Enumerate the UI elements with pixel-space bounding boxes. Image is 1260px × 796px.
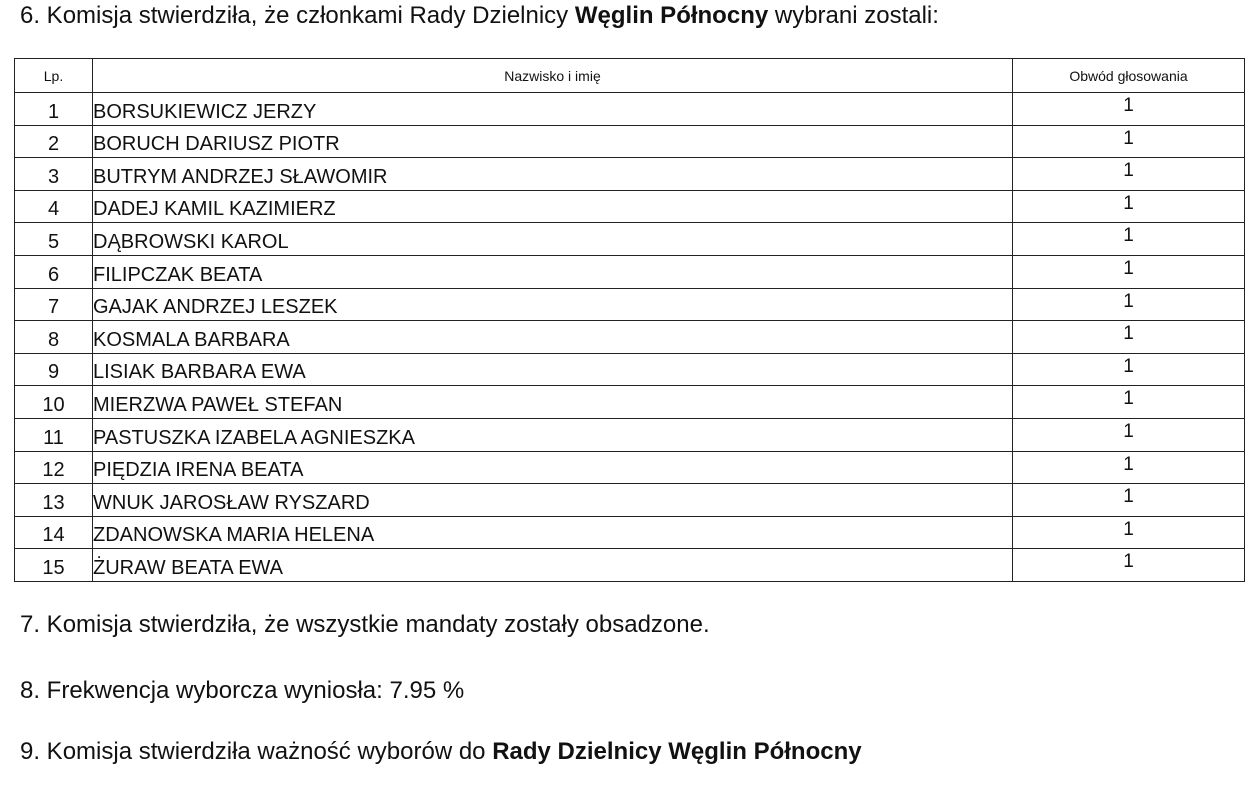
row-number-cell	[15, 321, 93, 354]
row-number: 14	[42, 524, 65, 547]
member-name-cell	[93, 125, 1013, 158]
row-number-cell	[15, 353, 93, 386]
header-lp: Lp.	[15, 59, 93, 93]
row-number: 4	[47, 198, 60, 221]
voting-district: 1	[1123, 355, 1134, 377]
member-name: WNUK JAROSŁAW RYSZARD	[93, 491, 370, 514]
table-row	[15, 125, 1245, 158]
point-8-text: 8. Frekwencja wyborcza wyniosła: 7.95 %	[20, 677, 465, 704]
table-header-row	[15, 59, 1245, 93]
voting-district: 1	[1123, 453, 1134, 475]
member-name: DADEJ KAMIL KAZIMIERZ	[93, 198, 336, 221]
member-name: BORUCH DARIUSZ PIOTR	[93, 133, 340, 156]
voting-district: 1	[1123, 95, 1134, 116]
voting-district-cell	[1013, 353, 1245, 386]
member-name: KOSMALA BARBARA	[93, 328, 290, 351]
row-number-cell	[15, 93, 93, 126]
voting-district-cell	[1013, 549, 1245, 582]
voting-district: 1	[1123, 127, 1134, 149]
row-number: 5	[47, 230, 60, 253]
member-name-cell	[93, 549, 1013, 582]
voting-district-cell	[1013, 288, 1245, 321]
table-row	[15, 93, 1245, 126]
row-number-cell	[15, 516, 93, 549]
point-7-paragraph	[20, 611, 710, 639]
table-body	[15, 93, 1245, 582]
row-number: 6	[47, 263, 60, 286]
voting-district-cell	[1013, 190, 1245, 223]
table-row	[15, 223, 1245, 256]
voting-district-cell	[1013, 484, 1245, 517]
member-name-cell	[93, 451, 1013, 484]
voting-district: 1	[1123, 551, 1134, 573]
voting-district: 1	[1123, 257, 1134, 279]
voting-district: 1	[1123, 290, 1134, 312]
row-number-cell	[15, 386, 93, 419]
row-number: 13	[42, 491, 65, 514]
voting-district: 1	[1123, 420, 1134, 442]
member-name: BORSUKIEWICZ JERZY	[93, 100, 317, 123]
row-number: 12	[42, 459, 65, 482]
member-name-cell	[93, 516, 1013, 549]
council-name-bold: Rady Dzielnicy Węglin Północny	[492, 738, 862, 765]
member-name-cell	[93, 223, 1013, 256]
row-number-cell	[15, 125, 93, 158]
voting-district-cell	[1013, 516, 1245, 549]
table-row	[15, 516, 1245, 549]
voting-district-cell	[1013, 418, 1245, 451]
voting-district: 1	[1123, 388, 1134, 410]
district-name-bold: Węglin Północny	[574, 2, 769, 29]
voting-district-cell	[1013, 321, 1245, 354]
table-row	[15, 353, 1245, 386]
voting-district: 1	[1123, 323, 1134, 345]
table-row	[15, 418, 1245, 451]
row-number-cell	[15, 451, 93, 484]
member-name-cell	[93, 93, 1013, 126]
voting-district: 1	[1123, 486, 1134, 508]
voting-district-cell	[1013, 158, 1245, 191]
member-name: ŻURAW BEATA EWA	[93, 556, 284, 579]
table-row	[15, 549, 1245, 582]
voting-district-cell	[1013, 223, 1245, 256]
row-number-cell	[15, 223, 93, 256]
row-number-cell	[15, 288, 93, 321]
row-number-cell	[15, 418, 93, 451]
member-name-cell	[93, 190, 1013, 223]
member-name: PIĘDZIA IRENA BEATA	[93, 459, 304, 482]
row-number-cell	[15, 158, 93, 191]
header-district: Obwód głosowania	[1013, 59, 1245, 93]
voting-district-cell	[1013, 451, 1245, 484]
member-name: PASTUSZKA IZABELA AGNIESZKA	[93, 426, 415, 449]
point-9-paragraph	[20, 738, 862, 766]
table-row	[15, 255, 1245, 288]
table-row	[15, 451, 1245, 484]
row-number: 10	[42, 393, 65, 416]
row-number-cell	[15, 190, 93, 223]
member-name-cell	[93, 353, 1013, 386]
member-name: MIERZWA PAWEŁ STEFAN	[93, 393, 343, 416]
row-number-cell	[15, 549, 93, 582]
table-row	[15, 190, 1245, 223]
table-row	[15, 484, 1245, 517]
voting-district: 1	[1123, 160, 1134, 182]
point-9-text: 9. Komisja stwierdziła ważność wyborów do	[20, 738, 493, 765]
row-number: 7	[47, 296, 60, 319]
row-number: 11	[43, 426, 64, 449]
row-number: 15	[42, 556, 65, 579]
row-number: 1	[47, 100, 60, 123]
member-name: GAJAK ANDRZEJ LESZEK	[93, 296, 338, 319]
header-name: Nazwisko i imię	[93, 59, 1013, 93]
table-row	[15, 288, 1245, 321]
row-number: 3	[47, 165, 60, 188]
voting-district-cell	[1013, 125, 1245, 158]
member-name-cell	[93, 484, 1013, 517]
point-6-text: 6. Komisja stwierdziła, że członkami Rady Dzielnicy	[20, 2, 575, 29]
member-name-cell	[93, 288, 1013, 321]
member-name: ZDANOWSKA MARIA HELENA	[93, 524, 375, 547]
member-name: FILIPCZAK BEATA	[93, 263, 263, 286]
table-row	[15, 321, 1245, 354]
point-7-text: 7. Komisja stwierdziła, że wszystkie mandaty zostały obsadzone.	[20, 611, 710, 638]
point-8-paragraph	[20, 677, 464, 705]
voting-district: 1	[1123, 518, 1134, 540]
member-name: LISIAK BARBARA EWA	[93, 361, 306, 384]
table-row	[15, 158, 1245, 191]
row-number-cell	[15, 484, 93, 517]
table-row	[15, 386, 1245, 419]
member-name-cell	[93, 386, 1013, 419]
member-name: DĄBROWSKI KAROL	[93, 230, 289, 253]
member-name-cell	[93, 255, 1013, 288]
point-6-suffix: wybrani zostali:	[768, 2, 939, 29]
row-number: 9	[47, 361, 60, 384]
voting-district-cell	[1013, 255, 1245, 288]
point-6-paragraph	[20, 2, 939, 30]
voting-district-cell	[1013, 93, 1245, 126]
member-name-cell	[93, 158, 1013, 191]
member-name-cell	[93, 418, 1013, 451]
voting-district: 1	[1123, 225, 1134, 247]
voting-district: 1	[1123, 192, 1134, 214]
member-name-cell	[93, 321, 1013, 354]
row-number: 2	[47, 133, 60, 156]
member-name: BUTRYM ANDRZEJ SŁAWOMIR	[93, 165, 388, 188]
council-members-table	[14, 58, 1245, 582]
row-number-cell	[15, 255, 93, 288]
voting-district-cell	[1013, 386, 1245, 419]
row-number: 8	[47, 328, 60, 351]
